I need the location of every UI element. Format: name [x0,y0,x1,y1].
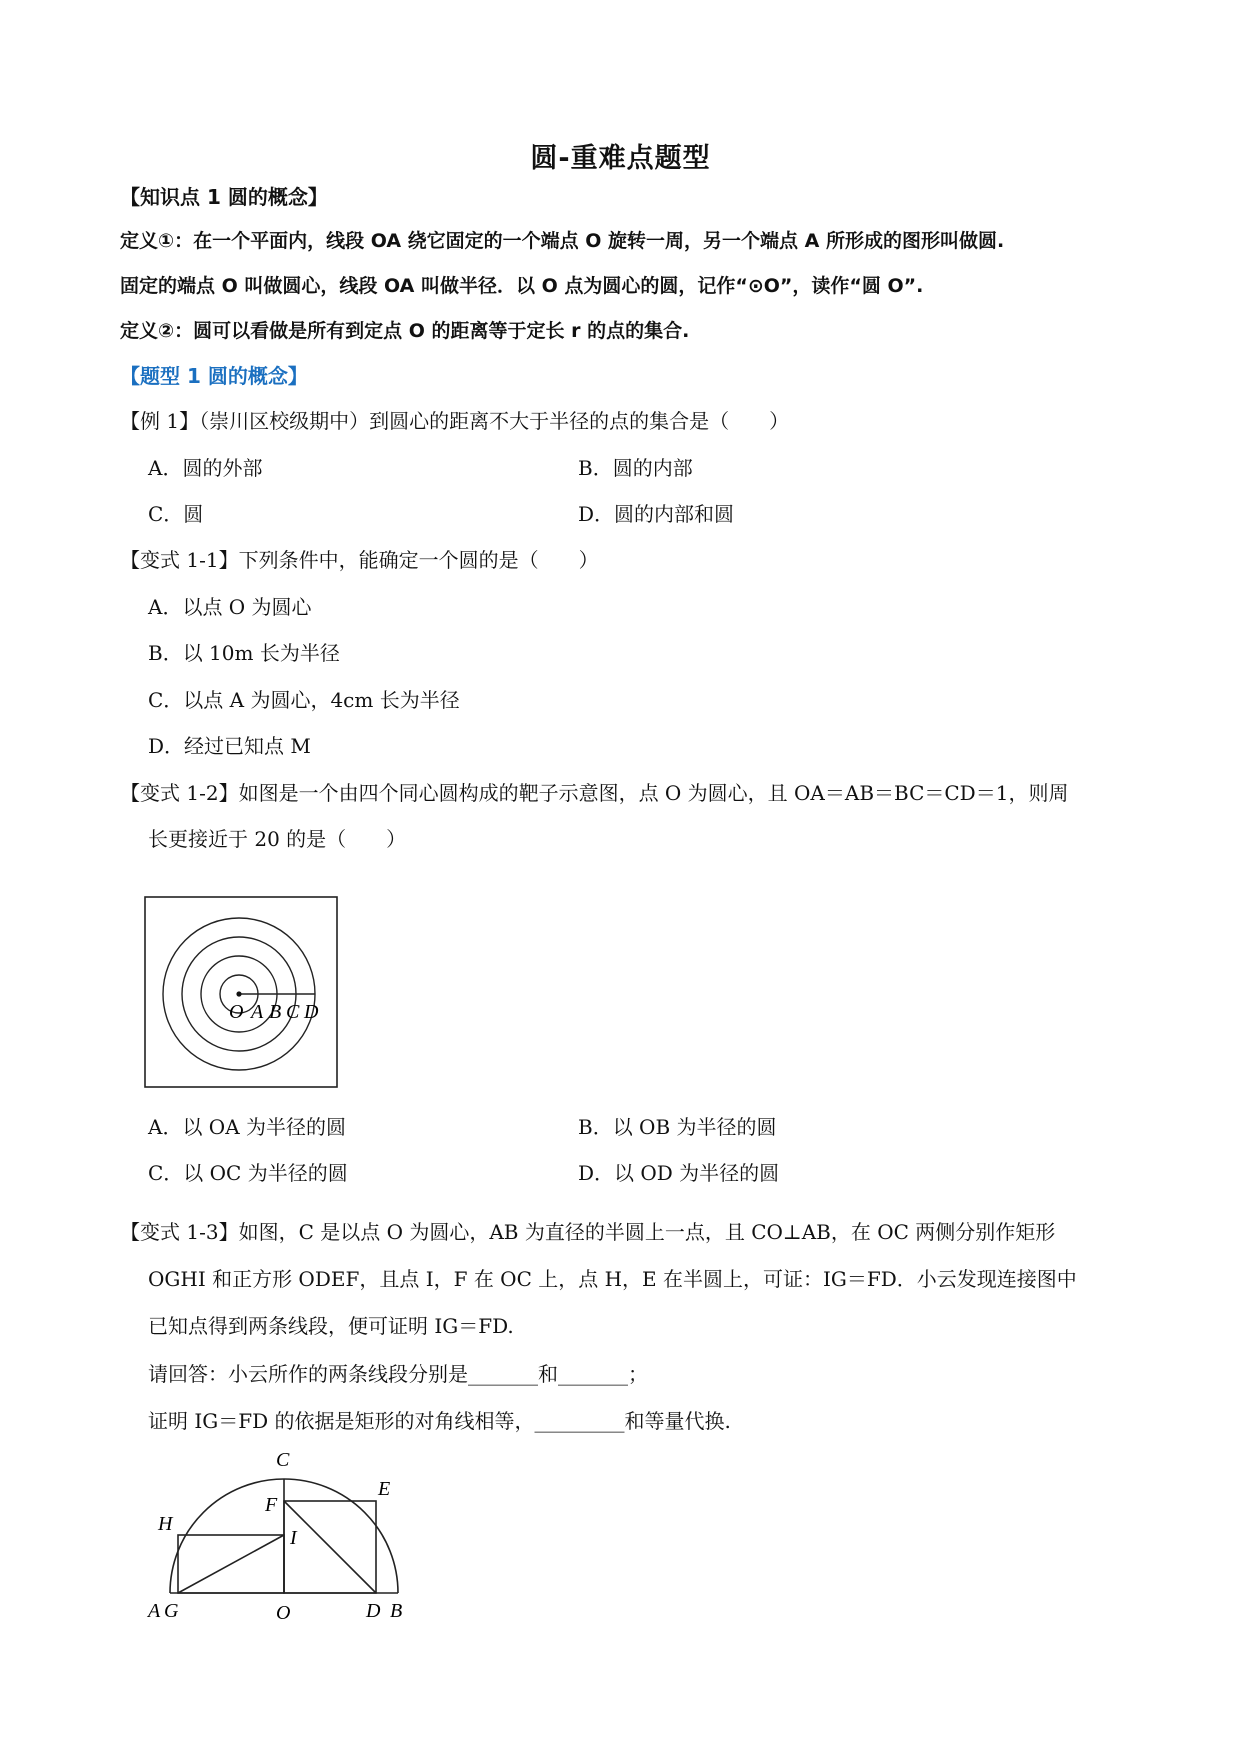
figure-frame [145,897,337,1087]
variant-1-3-line-3: 已知点得到两条线段，便可证明 IG＝FD. [148,1314,514,1338]
definition-2: 定义②：圆可以看做是所有到定点 O 的距离等于定长 r 的点的集合. [120,320,690,342]
label-b: B [390,1600,403,1622]
variant-1-1-option-d: D．经过已知点 M [148,734,311,758]
example-1-option-b: B．圆的内部 [578,456,693,480]
label-c: C [276,1449,290,1471]
label-i: I [290,1527,297,1549]
variant-1-1-option-b: B．以 10m 长为半径 [148,641,340,665]
label-d: D [366,1600,381,1622]
segment-fd [284,1501,376,1593]
variant-1-3-line-5: 证明 IG＝FD 的依据是矩形的对角线相等，_________和等量代换. [148,1409,731,1433]
example-1-option-c: C．圆 [148,502,204,526]
label-c: C [286,1001,300,1023]
type-heading: 【题型 1 圆的概念】 [120,364,308,388]
label-d: D [304,1001,319,1023]
label-e: E [378,1478,391,1500]
label-g: G [164,1600,179,1622]
variant-1-2-option-a: A．以 OA 为半径的圆 [148,1115,346,1139]
label-o: O [229,1001,244,1023]
variant-1-1-stem: 【变式 1-1】下列条件中，能确定一个圆的是（ ） [120,548,599,572]
example-1-stem: 【例 1】（崇川区校级期中）到圆心的距离不大于半径的点的集合是（ ） [120,409,790,433]
knowledge-heading: 【知识点 1 圆的概念】 [120,185,328,209]
variant-1-1-option-a: A．以点 O 为圆心 [148,595,312,619]
definition-1-line-2: 固定的端点 O 叫做圆心，线段 OA 叫做半径．以 O 点为圆心的圆，记作“⊙O”，读作“圆 O”. [120,275,924,297]
label-a: A [148,1600,161,1622]
variant-1-3-line-2: OGHI 和正方形 ODEF，且点 I，F 在 OC 上，点 H，E 在半圆上，可证：IG＝FD．小云发现连接图中 [148,1267,1077,1291]
example-1-option-d: D．圆的内部和圆 [578,502,735,526]
label-a: A [251,1001,264,1023]
variant-1-2-stem-line-2: 长更接近于 20 的是（ ） [148,827,407,851]
label-f: F [265,1494,278,1516]
variant-1-2-stem-line-1: 【变式 1-2】如图是一个由四个同心圆构成的靶子示意图，点 O 为圆心，且 OA＝AB＝BC＝CD＝1，则周 [120,781,1069,805]
variant-1-3-line-1: 【变式 1-3】如图，C 是以点 O 为圆心，AB 为直径的半圆上一点，且 CO⊥AB，在 OC 两侧分别作矩形 [120,1220,1056,1244]
label-h: H [158,1513,173,1535]
variant-1-2-option-d: D．以 OD 为半径的圆 [578,1161,780,1185]
segment-ig [178,1535,284,1593]
variant-1-3-line-4: 请回答：小云所作的两条线段分别是_______和_______； [148,1362,648,1386]
target-figure [144,896,340,1090]
page-title: 圆-重难点题型 [530,143,711,174]
semicircle-figure [140,1444,410,1624]
variant-1-1-option-c: C．以点 A 为圆心，4cm 长为半径 [148,688,460,712]
label-b: B [269,1001,282,1023]
center-point [236,991,241,996]
variant-1-2-option-b: B．以 OB 为半径的圆 [578,1115,777,1139]
example-1-option-a: A．圆的外部 [148,456,263,480]
variant-1-2-option-c: C．以 OC 为半径的圆 [148,1161,348,1185]
definition-1-line-1: 定义①：在一个平面内，线段 OA 绕它固定的一个端点 O 旋转一周，另一个端点 A 所形成的图形叫做圆. [120,230,1005,252]
label-o: O [276,1602,291,1624]
